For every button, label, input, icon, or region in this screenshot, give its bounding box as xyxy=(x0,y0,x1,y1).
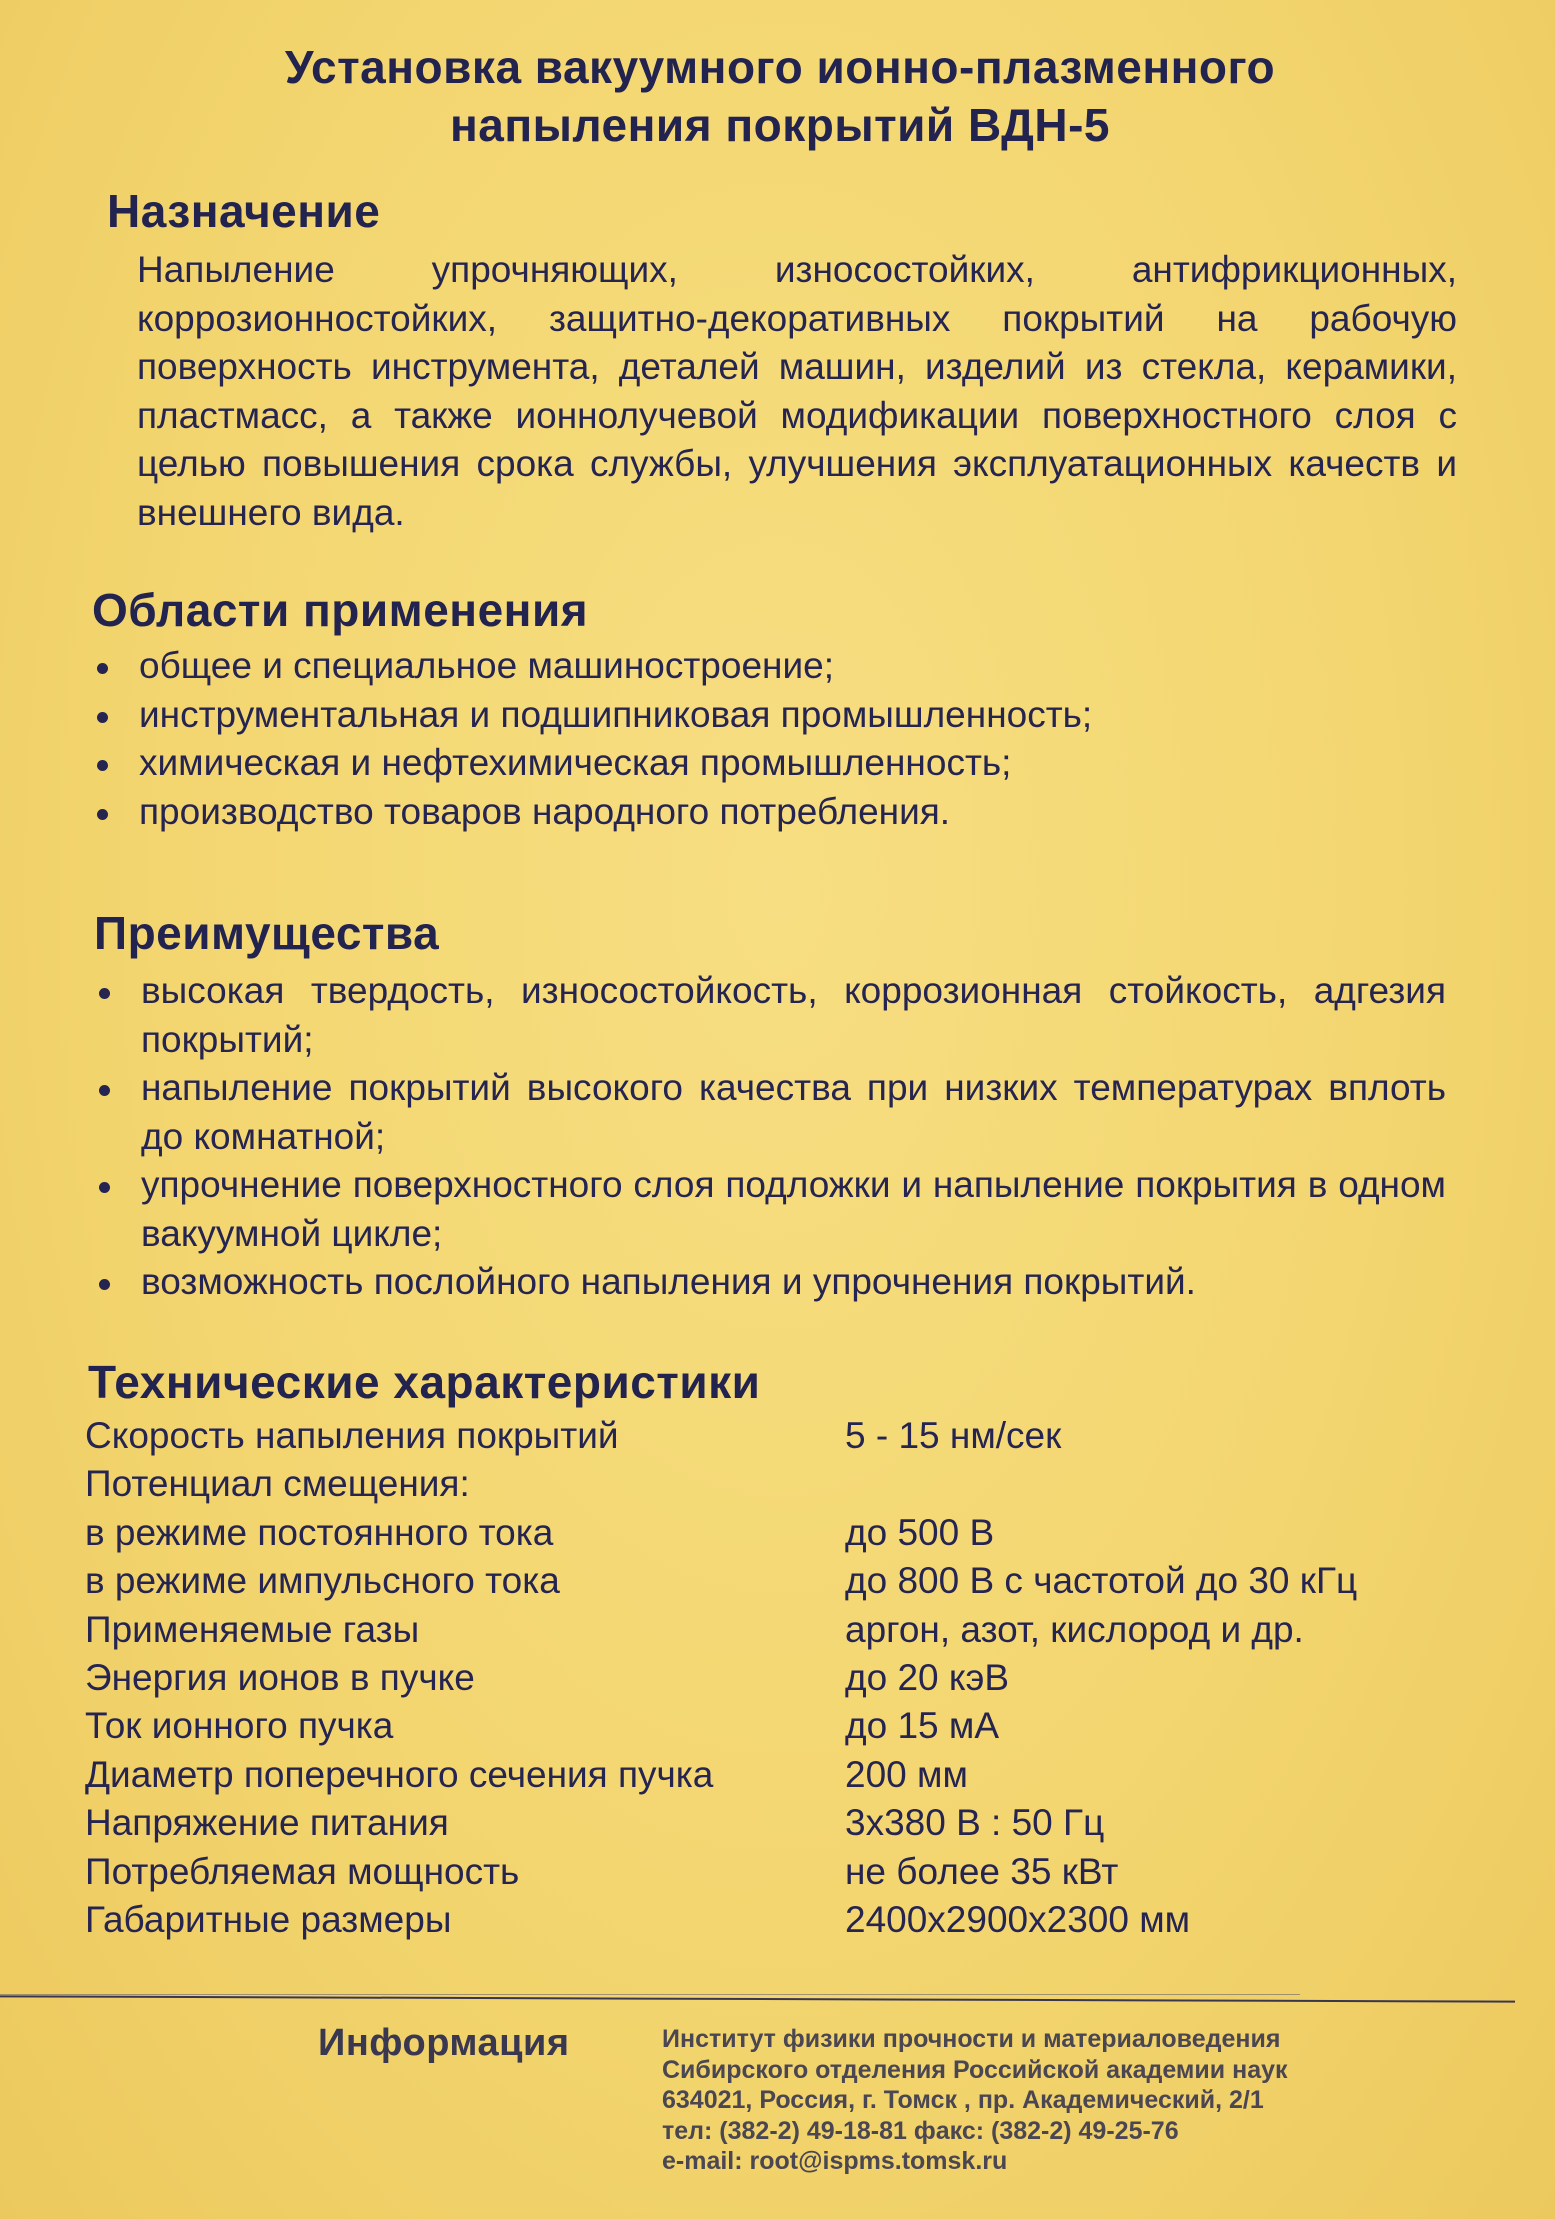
spec-value: 200 мм xyxy=(845,1753,968,1795)
spec-value: 5 - 15 нм/сек xyxy=(845,1415,1062,1456)
table-row xyxy=(85,1848,1485,1896)
applications-list xyxy=(92,642,1472,836)
info-line: Сибирского отделения Российской академии наук xyxy=(662,2055,1288,2084)
title-line-2: напыления покрытий ВДН-5 xyxy=(450,99,1110,151)
table-row xyxy=(85,1557,1485,1605)
spec-label: Применяемые газы xyxy=(85,1608,420,1650)
footer-divider-shadow xyxy=(0,1994,1300,1995)
advantages-heading: Преимущества xyxy=(94,907,440,959)
list-item-text: напыление покрытий высокого качества при низких температурах вплоть до комнатной; xyxy=(141,1067,1446,1157)
bullet-icon xyxy=(99,988,110,999)
table-row xyxy=(85,1412,1485,1460)
list-item xyxy=(94,1064,1446,1161)
list-item xyxy=(92,739,1472,788)
list-item-text: химическая и нефтехимическая промышленность; xyxy=(139,742,1012,783)
table-row xyxy=(85,1702,1485,1750)
list-item-text: инструментальная и подшипниковая промышленность; xyxy=(139,693,1093,735)
spec-value: аргон, азот, кислород и др. xyxy=(845,1608,1304,1650)
list-item xyxy=(94,1161,1446,1258)
list-item xyxy=(92,642,1472,691)
spec-label: в режиме импульсного тока xyxy=(85,1560,560,1602)
spec-label: Диаметр поперечного сечения пучка xyxy=(85,1753,714,1795)
bullet-icon xyxy=(97,663,108,674)
applications-heading: Области применения xyxy=(92,584,589,636)
info-contact-block xyxy=(662,2024,1288,2177)
table-row xyxy=(85,1799,1485,1847)
list-item-text: высокая твердость, износостойкость, коррозионная стойкость, адгезия покрытий; xyxy=(141,970,1446,1060)
list-item xyxy=(92,788,1472,837)
list-item-text: упрочнение поверхностного слоя подложки и напыление покрытия в одном вакуумной цикле; xyxy=(141,1164,1446,1254)
purpose-text: Напыление упрочняющих, износостойких, антифрикционных, коррозионностойких, защитно-декоративных покрытий на рабочую поверхность инструмента, деталей машин, изделий из стекла, керамики, пластмасс, а также ионнолучевой модификации поверхностного слоя с целью повышения срока службы, улучшения эксплуатационных качеств и внешнего вида. xyxy=(137,249,1457,533)
spec-value: до 800 В с частотой до 30 кГц xyxy=(845,1560,1358,1602)
spec-label: Энергия ионов в пучке xyxy=(85,1656,475,1698)
bullet-icon xyxy=(97,712,108,723)
list-item-text: производство товаров народного потребления. xyxy=(139,790,951,832)
spec-value: 3x380 В : 50 Гц xyxy=(845,1802,1105,1844)
info-line: Институт физики прочности и материаловедения xyxy=(662,2025,1281,2053)
spec-label: в режиме постоянного тока xyxy=(85,1511,554,1553)
title-line-1: Установка вакуумного ионно-плазменного xyxy=(284,41,1276,93)
list-item-text: общее и специальное машиностроение; xyxy=(139,645,834,686)
table-row xyxy=(85,1606,1485,1654)
spec-label: Потенциал смещения: xyxy=(85,1463,470,1505)
table-row xyxy=(85,1654,1485,1702)
bullet-icon xyxy=(97,760,108,771)
list-item xyxy=(94,967,1446,1064)
info-line: тел: (382-2) 49-18-81 факс: (382-2) 49-25-76 xyxy=(662,2116,1179,2145)
info-line: 634021, Россия, г. Томск , пр. Академический, 2/1 xyxy=(662,2086,1264,2114)
spec-label: Напряжение питания xyxy=(85,1802,449,1844)
info-label: Информация xyxy=(318,2022,570,2064)
bullet-icon xyxy=(99,1279,110,1290)
spec-label: Скорость напыления покрытий xyxy=(85,1415,619,1456)
table-row xyxy=(85,1460,1485,1508)
advantages-list xyxy=(94,967,1446,1307)
list-item-text: возможность послойного напыления и упрочнения покрытий. xyxy=(141,1261,1196,1302)
specs-heading: Технические характеристики xyxy=(88,1356,761,1408)
spec-value: до 20 кэВ xyxy=(845,1656,1010,1698)
spec-value: до 15 мА xyxy=(845,1705,999,1747)
specs-table xyxy=(85,1412,1485,1944)
table-row xyxy=(85,1896,1485,1944)
list-item xyxy=(94,1258,1446,1307)
table-row xyxy=(85,1751,1485,1799)
list-item xyxy=(92,691,1472,740)
bullet-icon xyxy=(99,1085,110,1096)
info-email-line: e-mail: root@ispms.tomsk.ru xyxy=(662,2147,1008,2175)
spec-value: 2400x2900x2300 мм xyxy=(845,1898,1191,1940)
spec-value: не более 35 кВт xyxy=(845,1850,1119,1892)
purpose-heading: Назначение xyxy=(107,185,381,237)
document-title xyxy=(120,38,1440,154)
spec-label: Потребляемая мощность xyxy=(85,1850,520,1892)
bullet-icon xyxy=(97,809,108,820)
bullet-icon xyxy=(99,1182,110,1193)
spec-label: Габаритные размеры xyxy=(85,1898,452,1940)
table-row xyxy=(85,1509,1485,1557)
spec-value: до 500 В xyxy=(845,1511,995,1553)
spec-label: Ток ионного пучка xyxy=(85,1705,394,1747)
footer-divider xyxy=(0,1995,1515,2002)
